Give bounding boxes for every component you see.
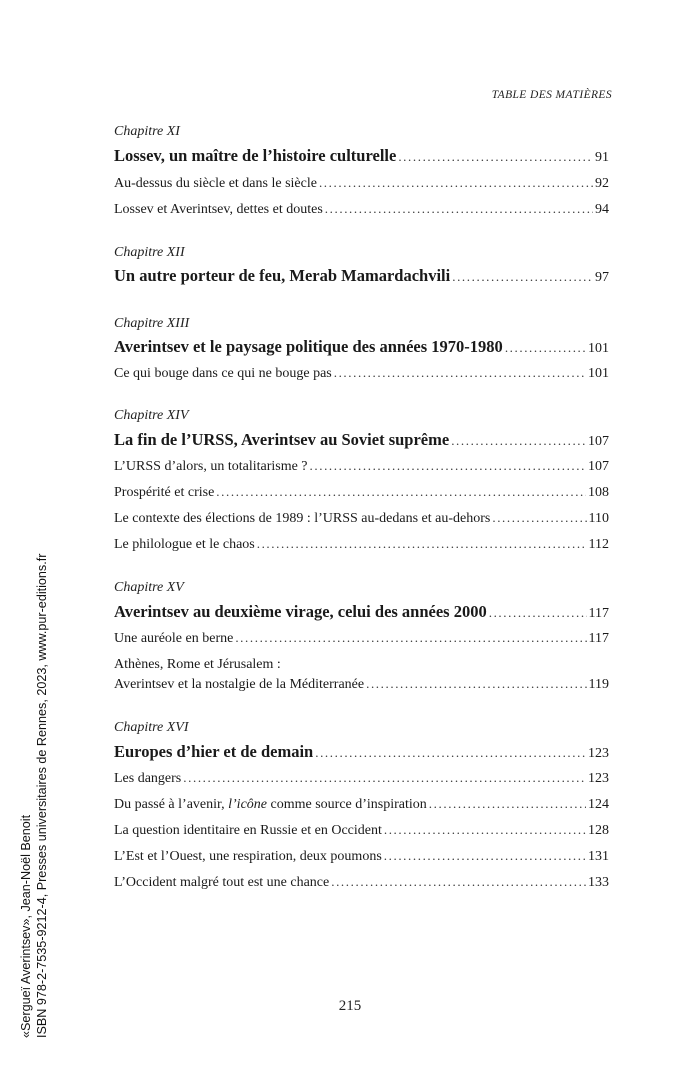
entry-title: Lossev, un maître de l’histoire culturelle — [114, 146, 397, 165]
chapter-label: Chapitre XVI — [114, 720, 189, 735]
toc-chapter-entry[interactable] — [114, 146, 609, 166]
toc-section-entry[interactable] — [114, 536, 609, 553]
dot-leader — [235, 630, 586, 646]
entry-title: La question identitaire en Russie et en Occident — [114, 823, 382, 838]
dot-leader — [505, 340, 586, 356]
toc-section-entry[interactable] — [114, 458, 609, 475]
entry-title: L’Occident malgré tout est une chance — [114, 875, 330, 890]
page-number: 117 — [588, 631, 609, 646]
toc-chapter-entry[interactable] — [114, 337, 609, 357]
entry-title: Averintsev et le paysage politique des années 1970-1980 — [114, 337, 503, 356]
page-number: 133 — [588, 875, 609, 890]
page-folio: 215 — [338, 998, 362, 1014]
page-number: 97 — [595, 270, 609, 285]
entry-title: Averintsev au deuxième virage, celui des années 2000 — [114, 602, 487, 621]
toc-chapter-entry[interactable] — [114, 430, 609, 450]
toc-chapter-entry[interactable] — [114, 266, 609, 286]
page-number: 107 — [588, 434, 609, 449]
dot-leader — [216, 484, 586, 500]
entry-title — [114, 797, 427, 813]
dot-leader — [452, 269, 593, 285]
page-number: 117 — [588, 606, 609, 621]
entry-title: Prospérité et crise — [114, 485, 215, 500]
page-number: 91 — [595, 150, 609, 165]
page-number: 101 — [588, 341, 609, 356]
title-italic-text: l’icône — [228, 797, 267, 812]
toc-section-entry[interactable] — [114, 676, 609, 693]
page-number: 107 — [588, 459, 609, 474]
entry-title: Lossev et Averintsev, dettes et doutes — [114, 202, 323, 217]
chapter-label: Chapitre XIII — [114, 316, 190, 331]
side-credit-line-2: ISBN 978-2-7535-9212-4, Presses universitaires de Rennes, 2023, www.pur-editions.fr — [35, 553, 49, 1038]
toc-section-entry[interactable] — [114, 874, 609, 891]
title-text: Du passé à l’avenir, — [114, 797, 229, 812]
chapter-label: Chapitre XI — [114, 124, 180, 139]
toc-section-entry[interactable] — [114, 630, 609, 647]
dot-leader — [315, 745, 586, 761]
dot-leader — [310, 458, 586, 474]
entry-title: Averintsev et la nostalgie de la Méditerranée — [114, 677, 365, 692]
dot-leader — [489, 605, 587, 621]
page-number: 123 — [588, 771, 609, 786]
chapter-label: Chapitre XIV — [114, 408, 189, 423]
dot-leader — [183, 770, 586, 786]
toc-section-entry[interactable] — [114, 365, 609, 382]
page-number: 94 — [595, 202, 609, 217]
dot-leader — [334, 365, 586, 381]
page-number: 108 — [588, 485, 609, 500]
dot-leader — [492, 510, 586, 526]
entry-title: Au-dessus du siècle et dans le siècle — [114, 176, 317, 191]
running-head: TABLE DES MATIÈRES — [491, 89, 612, 101]
side-credit — [18, 554, 50, 1038]
entry-title: Ce qui bouge dans ce qui ne bouge pas — [114, 366, 332, 381]
dot-leader — [384, 848, 586, 864]
page-number: 131 — [588, 849, 609, 864]
entry-title: Une auréole en berne — [114, 631, 234, 646]
toc-section-entry[interactable] — [114, 770, 609, 787]
dot-leader — [384, 822, 586, 838]
entry-title: Les dangers — [114, 771, 182, 786]
page-number: 123 — [588, 746, 609, 761]
toc-section-entry[interactable] — [114, 484, 609, 501]
dot-leader — [451, 433, 586, 449]
side-credit-line-1: «Sergueï Averintsev», Jean-Noël Benoit — [19, 814, 33, 1038]
dot-leader — [366, 676, 586, 692]
dot-leader — [429, 796, 586, 812]
toc-section-entry[interactable] — [114, 175, 609, 192]
dot-leader — [398, 149, 593, 165]
page-number: 110 — [588, 511, 609, 526]
entry-title: Europes d’hier et de demain — [114, 742, 314, 761]
toc-section-entry[interactable] — [114, 510, 609, 527]
toc-section-first-line[interactable]: Athènes, Rome et Jérusalem : — [114, 657, 281, 672]
entry-title: L’URSS d’alors, un totalitarisme ? — [114, 459, 308, 474]
page-number: 128 — [588, 823, 609, 838]
page-number: 92 — [595, 176, 609, 191]
toc-section-entry[interactable] — [114, 822, 609, 839]
entry-title: La fin de l’URSS, Averintsev au Soviet suprême — [114, 430, 450, 449]
dot-leader — [331, 874, 586, 890]
chapter-label: Chapitre XV — [114, 580, 184, 595]
entry-title: Le contexte des élections de 1989 : l’URSS au-dedans et au-dehors — [114, 511, 491, 526]
toc-chapter-entry[interactable] — [114, 602, 609, 622]
toc-section-entry[interactable] — [114, 201, 609, 218]
chapter-label: Chapitre XII — [114, 245, 185, 260]
dot-leader — [319, 175, 593, 191]
entry-title: Le philologue et le chaos — [114, 537, 255, 552]
entry-title: L’Est et l’Ouest, une respiration, deux poumons — [114, 849, 382, 864]
page-number: 101 — [588, 366, 609, 381]
toc-chapter-entry[interactable] — [114, 742, 609, 762]
entry-title: Un autre porteur de feu, Merab Mamardachvili — [114, 266, 451, 285]
dot-leader — [325, 201, 593, 217]
title-text: comme source d’inspiration — [267, 797, 427, 812]
page-number: 124 — [588, 797, 609, 812]
page-number: 112 — [588, 537, 609, 552]
dot-leader — [257, 536, 587, 552]
toc-section-entry[interactable] — [114, 848, 609, 865]
page-number: 119 — [588, 677, 609, 692]
toc-section-entry[interactable] — [114, 796, 609, 813]
